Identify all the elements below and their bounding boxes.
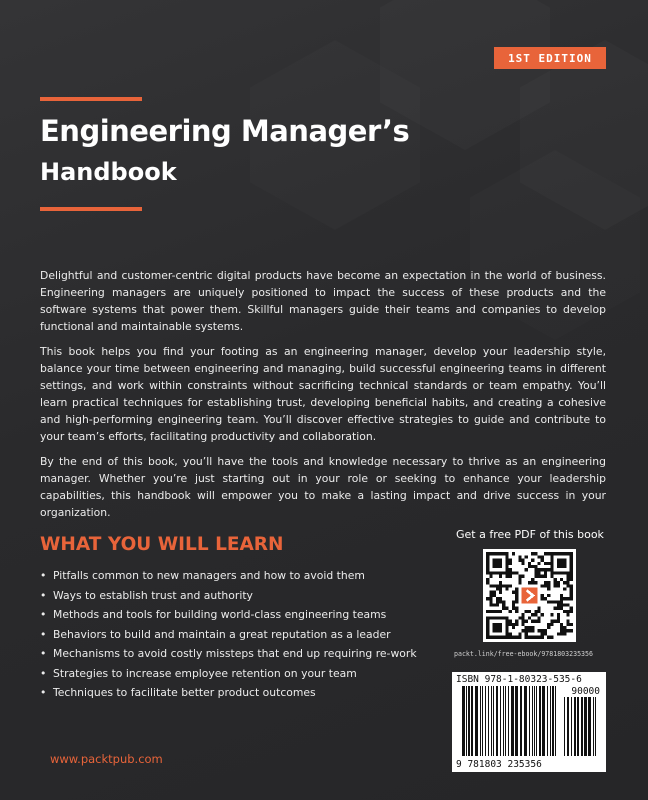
title-bottom-rule (40, 207, 142, 211)
book-description (40, 267, 606, 529)
isbn-label: ISBN 978-1-80323-535-6 (456, 674, 582, 685)
edition-badge: 1ST EDITION (494, 47, 606, 69)
publisher-website[interactable]: www.packtpub.com (50, 752, 163, 766)
addon-barcode-bars (564, 697, 600, 756)
learn-list (40, 566, 417, 703)
barcode-bars (462, 686, 560, 756)
learn-heading: WHAT YOU WILL LEARN (40, 534, 284, 555)
barcode-digits: 9 781803 235356 (456, 759, 542, 770)
list-item: • Ways to establish trust and authority (40, 586, 417, 606)
free-pdf-label: Get a free PDF of this book (456, 528, 604, 541)
list-item: • Methods and tools for building world-class engineering teams (40, 605, 417, 625)
title-top-rule (40, 97, 142, 101)
list-item: • Pitfalls common to new managers and how to avoid them (40, 566, 417, 586)
isbn-barcode (452, 672, 606, 772)
list-item: • Behaviors to build and maintain a great reputation as a leader (40, 625, 417, 645)
description-paragraph: By the end of this book, you’ll have the tools and knowledge necessary to thrive as an engineering manager. Whether you’re just starting out in your role or seeking to enhance your leadership capabilities, this handbook will empower you to make a lasting impact and drive success in your organization. (40, 455, 606, 519)
description-paragraph: This book helps you find your footing as an engineering manager, develop your leadership style, balance your time between engineering and managing, build successful engineering teams in different settings, and work within constraints without sacrificing technical standards or team empathy. You’ll learn practical techniques for establishing trust, developing beneficial habits, and creating a cohesive and high-performing engineering team. You’ll discover effective strategies to guide and contribute to your team’s efforts, facilitating productivity and collaboration. (40, 345, 606, 443)
qr-code-icon[interactable] (483, 549, 576, 642)
list-item: • Mechanisms to avoid costly missteps that end up requiring re-work (40, 644, 417, 664)
book-title-line1: Engineering Manager’s (40, 114, 410, 148)
free-pdf-link[interactable]: packt.link/free-ebook/9781803235356 (454, 650, 593, 658)
book-title-line2: Handbook (40, 158, 177, 186)
list-item: • Techniques to facilitate better product outcomes (40, 683, 417, 703)
price-code: 90000 (571, 686, 600, 697)
list-item: • Strategies to increase employee retention on your team (40, 664, 417, 684)
description-paragraph: Delightful and customer-centric digital products have become an expectation in the world of business. Engineering managers are uniquely positioned to impact the success of these products and the software systems that power them. Skillful managers guide their teams and companies to develop functional and maintainable systems. (40, 269, 606, 333)
